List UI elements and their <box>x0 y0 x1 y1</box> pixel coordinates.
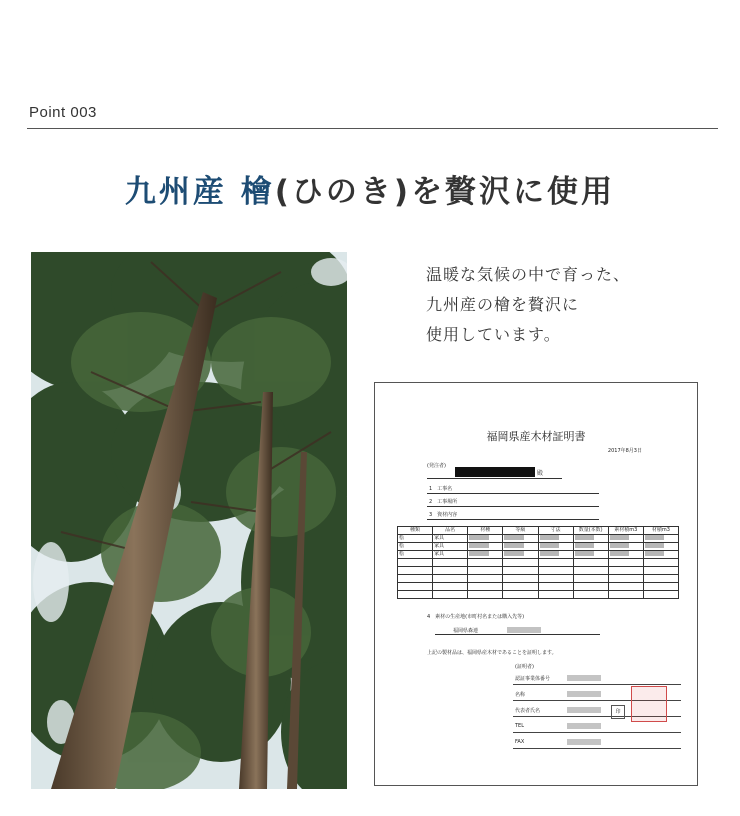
certifier-row-tel: TEL <box>515 723 524 729</box>
table-row <box>398 551 679 559</box>
table-cell-blurred <box>468 543 503 551</box>
table-row <box>398 583 679 591</box>
col-header: 材積m3 <box>643 527 678 535</box>
table-cell-blurred <box>643 535 678 543</box>
heading-part-2: (ひのき) <box>274 174 412 210</box>
seal-box: 印 <box>611 705 625 719</box>
blurred-value <box>567 723 601 729</box>
orderer-label: (発注者) <box>427 463 446 469</box>
red-seal-stamp <box>631 686 667 722</box>
table-row <box>398 535 679 543</box>
table-row <box>398 559 679 567</box>
table-cell-blurred <box>468 551 503 559</box>
certifier-row-representative: 代表者氏名 <box>515 708 541 714</box>
origin-blurred-value <box>507 627 541 633</box>
certificate-title: 福岡県産木材証明書 <box>486 430 586 443</box>
cypress-forest-photo <box>31 252 347 789</box>
col-header: 品名 <box>433 527 468 535</box>
table-cell-blurred <box>573 535 608 543</box>
heading-part-1: 九州産 檜 <box>124 174 275 210</box>
table-cell-blurred <box>608 535 643 543</box>
table-cell-blurred <box>608 543 643 551</box>
table-cell-blurred <box>468 535 503 543</box>
table-cell: 桧 <box>398 543 433 551</box>
col-header: 寸法 <box>538 527 573 535</box>
field-line <box>427 519 599 520</box>
blurred-value <box>567 707 601 713</box>
field-material-content: 3 資材内容 <box>429 512 458 518</box>
row-line <box>513 684 681 685</box>
table-cell-blurred <box>573 543 608 551</box>
table-cell: 桧 <box>398 551 433 559</box>
certifier-label: (証明者) <box>515 664 534 670</box>
table-row <box>398 591 679 599</box>
certifier-row-id: 認証事業体番号 <box>515 676 551 682</box>
header-divider <box>27 128 718 129</box>
table-cell-blurred <box>538 535 573 543</box>
blurred-value <box>567 739 601 745</box>
materials-table <box>397 526 679 599</box>
point-label: Point 003 <box>29 104 97 121</box>
origin-line <box>435 634 600 635</box>
col-header: 材種 <box>468 527 503 535</box>
col-header: 素材積m3 <box>608 527 643 535</box>
origin-value: 福岡県森連 <box>453 628 479 634</box>
table-cell: 桧 <box>398 535 433 543</box>
cypress-trees-illustration <box>31 252 347 789</box>
table-row <box>398 567 679 575</box>
table-cell-blurred <box>643 543 678 551</box>
field-line <box>427 506 599 507</box>
certificate-date: 2017年8月3日 <box>607 448 642 454</box>
col-header: 等級 <box>503 527 538 535</box>
blurred-value <box>567 691 601 697</box>
certifier-row-fax: FAX <box>515 739 525 745</box>
table-cell: 家具 <box>433 535 468 543</box>
description-line-3: 使用しています。 <box>426 325 561 344</box>
description-line-1: 温暖な気候の中で育った、 <box>426 265 631 284</box>
field-project-name: 1 工事名 <box>429 486 453 492</box>
table-row <box>398 543 679 551</box>
row-line <box>513 732 681 733</box>
table-cell-blurred <box>538 543 573 551</box>
table-cell-blurred <box>573 551 608 559</box>
col-header: 種類 <box>398 527 433 535</box>
description-line-2: 九州産の檜を贅沢に <box>426 295 580 314</box>
table-header-row <box>398 527 679 535</box>
orderer-line <box>427 478 562 479</box>
table-cell-blurred <box>503 535 538 543</box>
description-text <box>426 260 630 350</box>
blurred-value <box>567 675 601 681</box>
col-header: 数量(本数) <box>573 527 608 535</box>
heading-part-3: を贅沢に使用 <box>411 174 616 210</box>
certification-statement: 上記の製材品は、福岡県産木材であることを証明します。 <box>427 650 557 656</box>
field-line <box>427 493 599 494</box>
table-cell-blurred <box>643 551 678 559</box>
honorific: 殿 <box>537 470 544 477</box>
certifier-row-name: 名称 <box>515 692 526 698</box>
field-project-location: 2 工事場所 <box>429 499 458 505</box>
table-cell-blurred <box>503 551 538 559</box>
table-cell-blurred <box>608 551 643 559</box>
redacted-orderer-name <box>455 467 535 477</box>
table-cell: 家具 <box>433 551 468 559</box>
table-row <box>398 575 679 583</box>
table-cell-blurred <box>538 551 573 559</box>
table-cell-blurred <box>503 543 538 551</box>
row-line <box>513 748 681 749</box>
page-heading <box>0 166 740 211</box>
origin-label: 4 素材の生産地(市町村名または購入先等) <box>427 614 525 620</box>
timber-certificate <box>374 382 698 786</box>
table-cell: 家具 <box>433 543 468 551</box>
